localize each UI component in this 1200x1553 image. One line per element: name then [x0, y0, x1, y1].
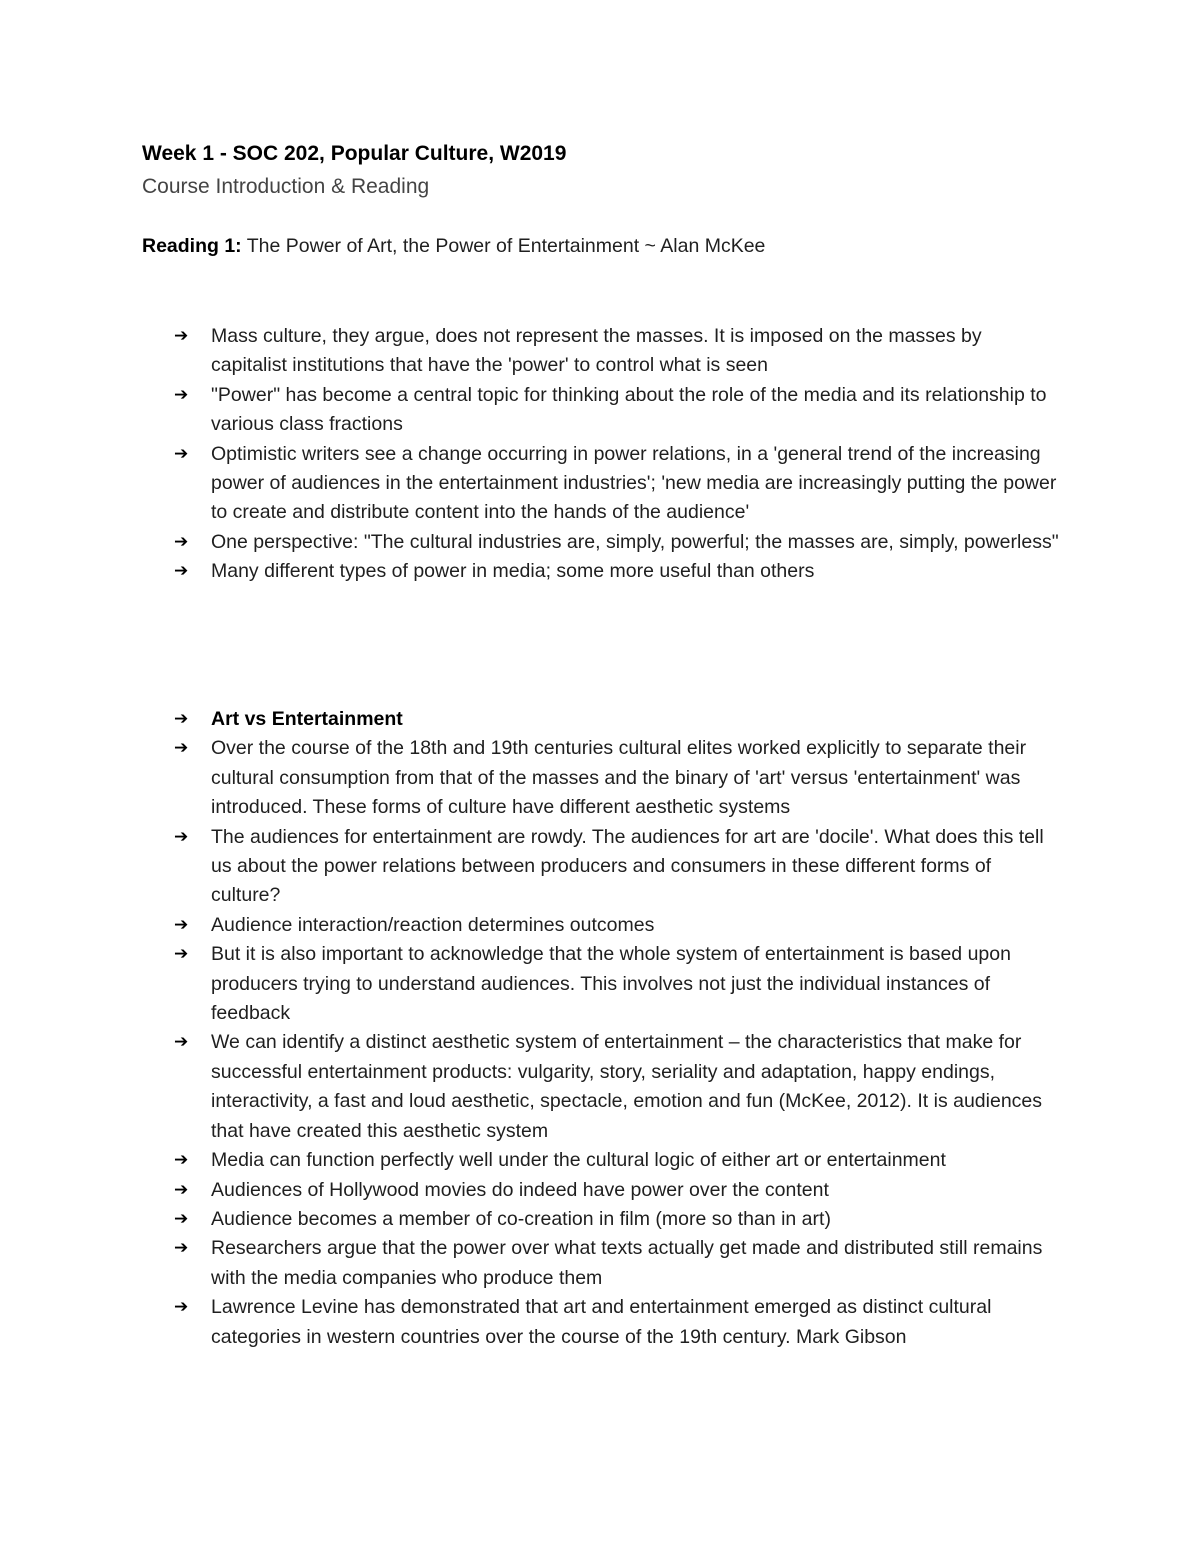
list-item: [0, 911, 1061, 940]
list-item-text: Optimistic writers see a change occurring in power relations, in a 'general trend of the increasing power of audiences in the entertainment industries'; 'new media are increasingly putting the power to create and distribute content into the hands of the audience': [211, 442, 1057, 524]
list-item-text: One perspective: "The cultural industries are, simply, powerful; the masses are, simply, powerless": [211, 530, 1059, 553]
list-item-text: Media can function perfectly well under the cultural logic of either art or entertainment: [211, 1149, 946, 1172]
list-item-text: But it is also important to acknowledge that the whole system of entertainment is based upon producers trying to understand audiences. This involves not just the individual instances of feedback: [211, 943, 1011, 1025]
list-item-text: "Power" has become a central topic for thinking about the role of the media and its relationship to various class fractions: [211, 383, 1047, 436]
arrow-bullet-icon: ➔: [174, 384, 189, 405]
arrow-bullet-icon: ➔: [174, 326, 189, 346]
list-item-text: The audiences for entertainment are rowdy. The audiences for art are 'docile'. What does this tell us about the power relations between producers and consumers in these different forms of culture?: [211, 825, 1044, 907]
list-item-text: We can identify a distinct aesthetic system of entertainment – the characteristics that make for successful entertainment products: vulgarity, story, seriality and adaptation, happy endings, interactivity, a fast and loud aesthetic, spectacle, emotion and fun (McKee, 2012). It is audiences that have created this aesthetic system: [211, 1031, 1043, 1142]
arrow-bullet-icon: ➔: [174, 1179, 189, 1200]
arrow-bullet-icon: ➔: [174, 1208, 189, 1229]
section-heading: Art vs Entertainment: [211, 708, 403, 730]
list-item: [0, 528, 1061, 557]
arrow-bullet-icon: ➔: [174, 1297, 189, 1318]
list-item: [0, 1028, 1061, 1146]
list-item-text: Researchers argue that the power over what texts actually get made and distributed still remains with the media companies who produce them: [211, 1237, 1043, 1289]
list-item: [0, 734, 1061, 822]
list-item-text: Audiences of Hollywood movies do indeed have power over the content: [211, 1178, 829, 1201]
list-item-text: Audience interaction/reaction determines outcomes: [211, 913, 655, 936]
page-subtitle: Course Introduction & Reading: [142, 175, 430, 198]
bullet-list-power: [0, 322, 1200, 587]
arrow-bullet-icon: ➔: [174, 709, 189, 729]
list-item: [0, 705, 1061, 734]
list-item-text: Audience becomes a member of co-creation in film (more so than in art): [211, 1207, 831, 1230]
list-item: [0, 557, 1061, 586]
list-item: [0, 1205, 1061, 1234]
reading-line: [142, 235, 765, 258]
list-item: [0, 1234, 1061, 1293]
arrow-bullet-icon: ➔: [174, 914, 189, 935]
reading-title: The Power of Art, the Power of Entertainment ~ Alan McKee: [241, 235, 766, 257]
arrow-bullet-icon: ➔: [174, 738, 189, 759]
arrow-bullet-icon: ➔: [174, 1032, 189, 1053]
arrow-bullet-icon: ➔: [174, 561, 189, 582]
list-item-text: Lawrence Levine has demonstrated that art and entertainment emerged as distinct cultural categories in western countries over the course of the 19th century. Mark Gibson: [211, 1296, 992, 1348]
arrow-bullet-icon: ➔: [174, 1238, 189, 1259]
list-item: [0, 322, 1061, 381]
list-item: [0, 823, 1061, 911]
list-item: [0, 940, 1061, 1028]
list-item: [0, 1146, 1061, 1175]
list-item: [0, 381, 1061, 440]
list-item: [0, 1176, 1061, 1205]
arrow-bullet-icon: ➔: [174, 531, 189, 552]
list-item-text: Over the course of the 18th and 19th centuries cultural elites worked explicitly to separate their cultural consumption from that of the masses and the binary of 'art' versus 'entertainment' was introduced. These forms of culture have different aesthetic systems: [211, 737, 1027, 819]
list-item-text: Many different types of power in media; some more useful than others: [211, 560, 815, 583]
reading-label: Reading 1:: [142, 235, 242, 257]
arrow-bullet-icon: ➔: [174, 1150, 189, 1171]
list-item-text: Mass culture, they argue, does not represent the masses. It is imposed on the masses by capitalist institutions that have the 'power' to control what is seen: [211, 325, 982, 377]
arrow-bullet-icon: ➔: [174, 826, 189, 847]
bullet-list-art-vs-entertainment: [0, 705, 1200, 1352]
page-title: Week 1 - SOC 202, Popular Culture, W2019: [142, 142, 567, 165]
arrow-bullet-icon: ➔: [174, 944, 189, 965]
list-item: [0, 440, 1061, 528]
arrow-bullet-icon: ➔: [174, 443, 189, 464]
list-item: [0, 1293, 1061, 1352]
